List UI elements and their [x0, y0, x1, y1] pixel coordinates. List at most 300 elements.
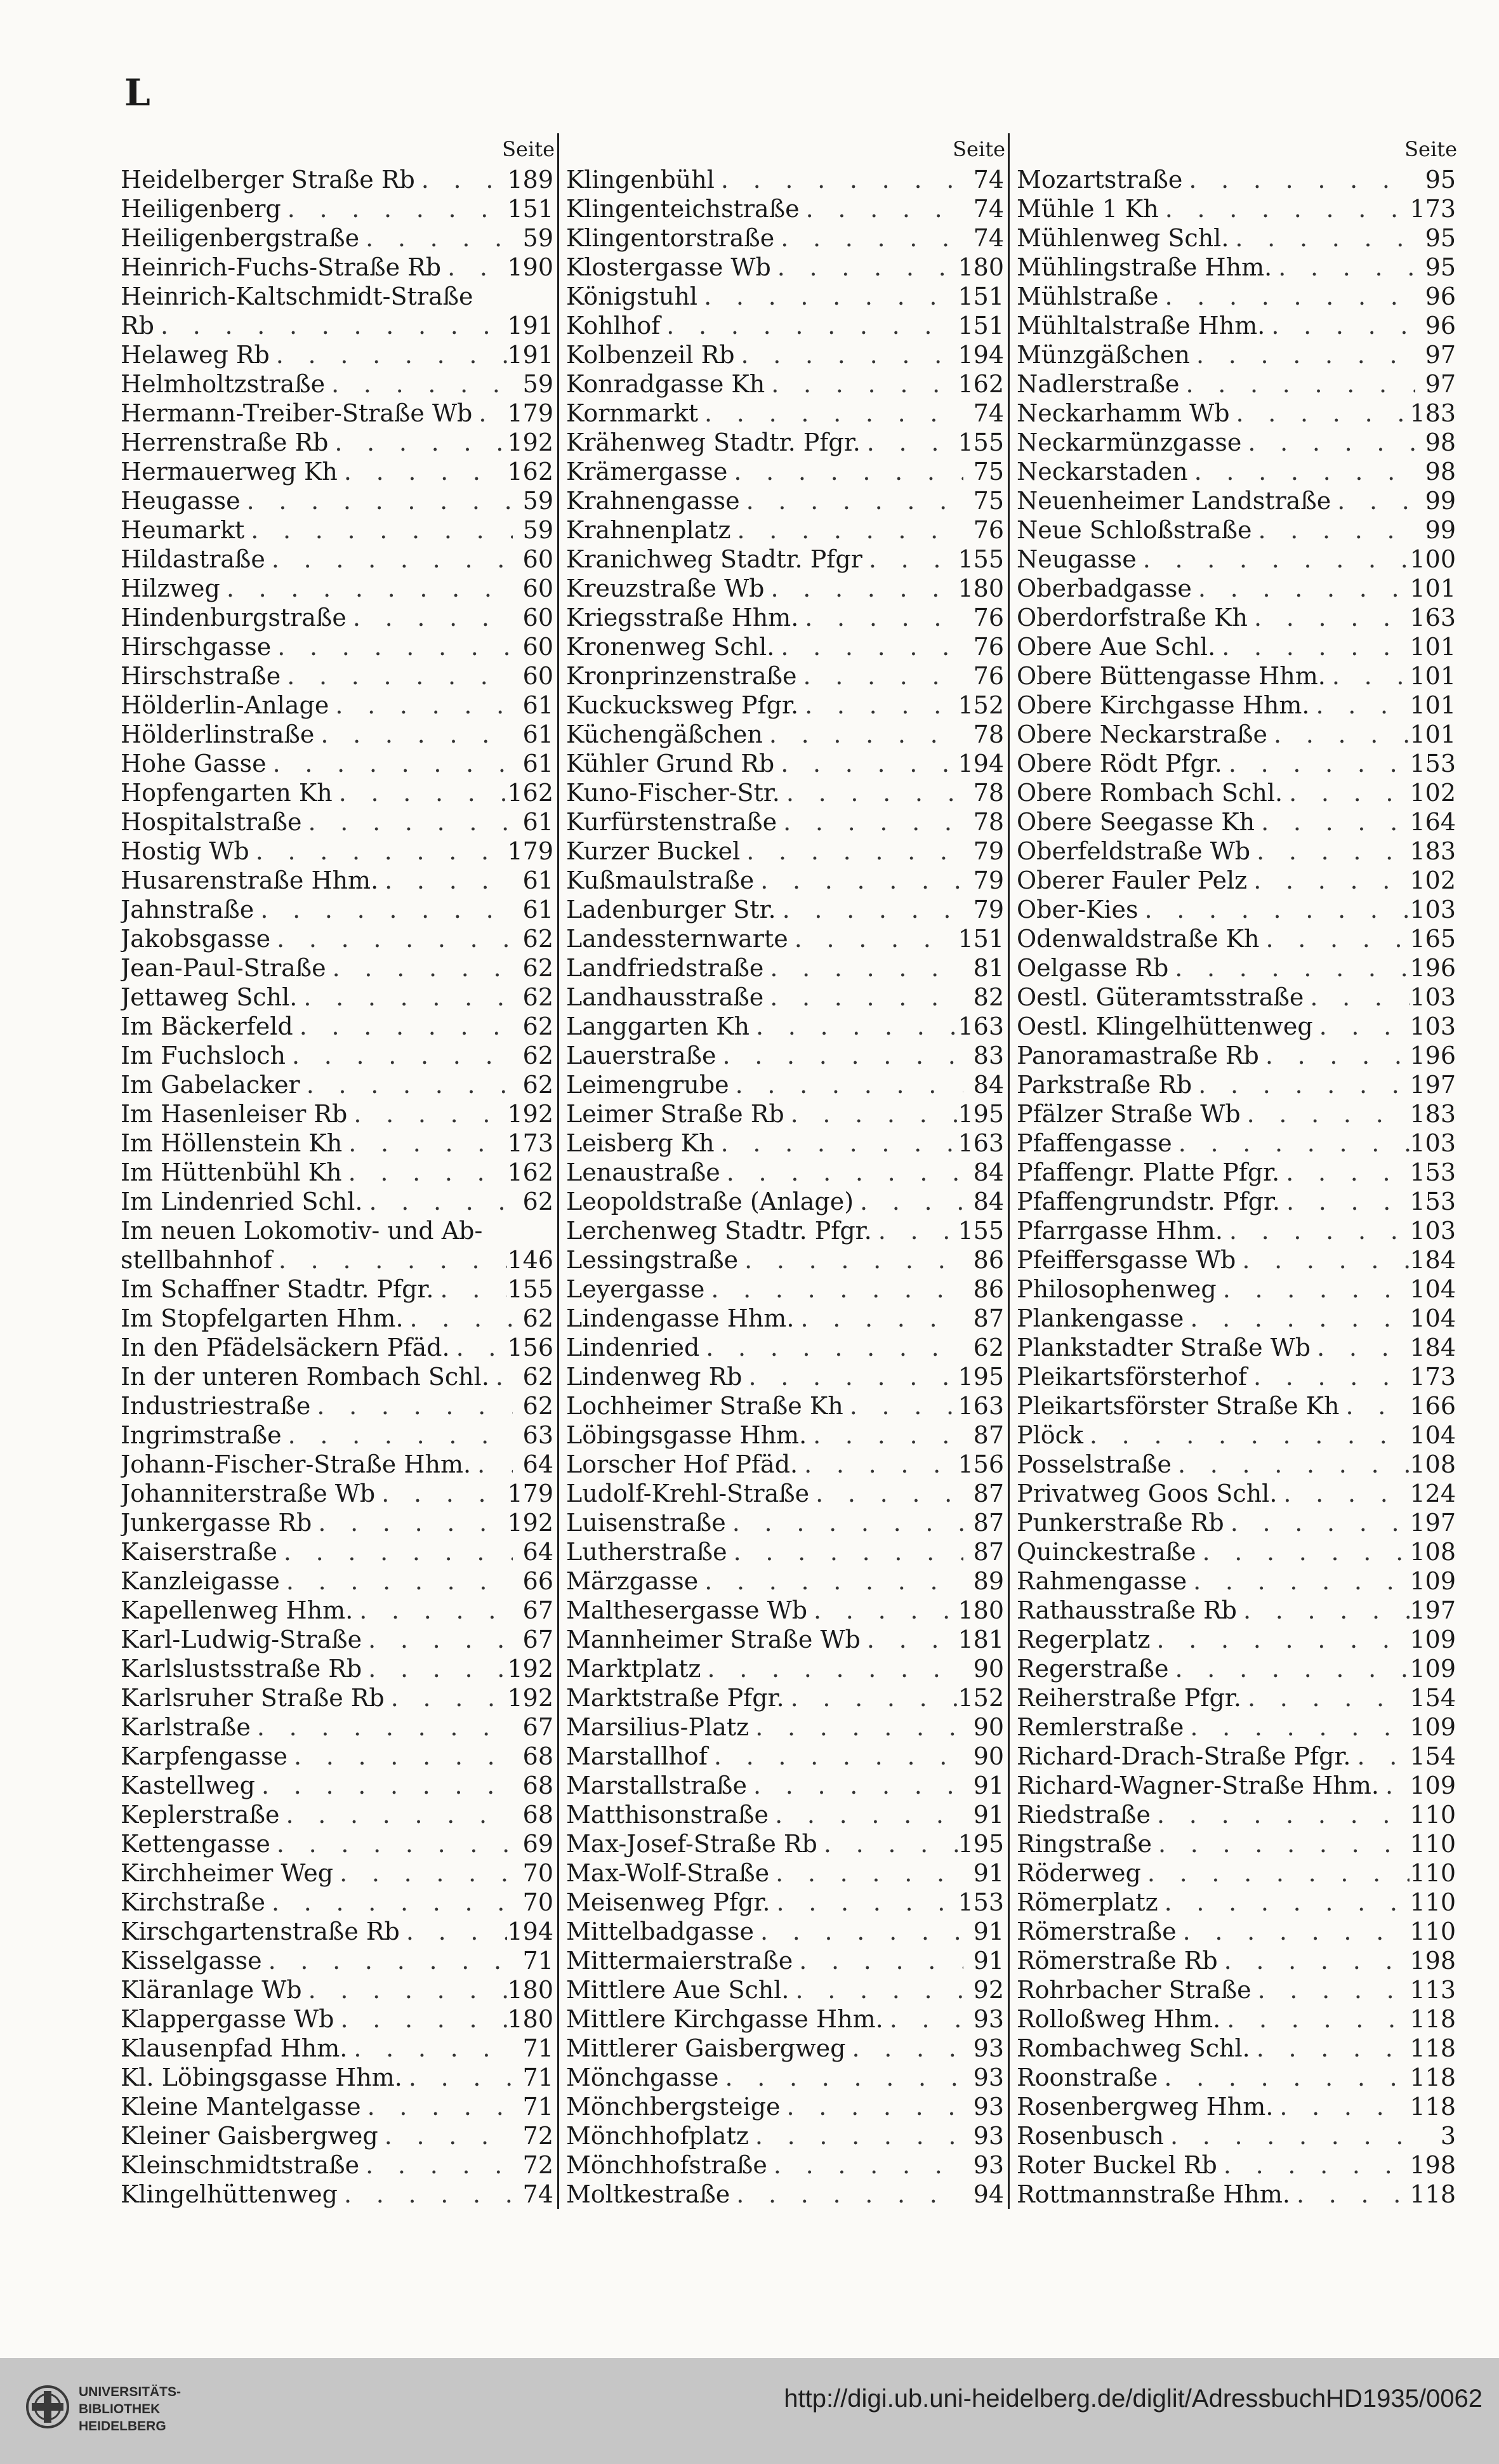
index-entry — [566, 2150, 1008, 2180]
street-name: Löbingsgasse Hhm. — [566, 1421, 807, 1449]
index-entry — [121, 1917, 557, 1946]
street-name: Kirschgartenstraße Rb — [121, 1918, 400, 1945]
dot-leader — [749, 1712, 963, 1742]
page-number: 110 — [1410, 1830, 1456, 1858]
dot-leader — [347, 1099, 507, 1129]
street-name: Oberdorfstraße Kh — [1017, 604, 1248, 632]
source-url-link[interactable]: http://digi.ub.uni-heidelberg.de/diglit/AdressbuchHD1935/0062 — [784, 2385, 1482, 2413]
index-entry — [1017, 807, 1460, 837]
dot-leader — [764, 574, 958, 603]
library-name — [79, 2383, 181, 2435]
street-name: Roter Buckel Rb — [1017, 2151, 1217, 2179]
dot-leader — [1251, 1975, 1410, 2004]
dot-leader — [1273, 2092, 1410, 2121]
page-number: 197 — [1410, 1509, 1456, 1537]
index-entry — [566, 1917, 1008, 1946]
page-number: 155 — [507, 1275, 553, 1303]
dot-leader — [265, 1888, 513, 1917]
page-number: 91 — [973, 1801, 1004, 1829]
dot-leader — [267, 749, 513, 778]
dot-leader — [701, 1654, 963, 1683]
dot-leader — [302, 1975, 508, 2004]
index-entry — [1017, 1917, 1460, 1946]
street-name: Hindenburgstraße — [121, 604, 347, 632]
index-entry — [1017, 1946, 1460, 1975]
index-entry — [1017, 194, 1460, 223]
page-number: 59 — [522, 487, 553, 515]
street-name: Hopfengarten Kh — [121, 779, 333, 807]
dot-leader — [281, 194, 508, 223]
page-number: 87 — [973, 1480, 1004, 1507]
index-entry — [121, 1070, 557, 1099]
page-number: 179 — [507, 837, 553, 865]
page-number: 163 — [958, 1012, 1004, 1040]
page-number: 151 — [958, 925, 1004, 953]
page-number: 110 — [1410, 1918, 1456, 1945]
index-entry — [566, 866, 1008, 895]
dot-leader — [347, 2034, 513, 2063]
index-entry — [566, 1508, 1008, 1537]
column-heading: Seite — [953, 137, 1005, 161]
index-entry — [1017, 223, 1460, 253]
page-number: 90 — [973, 1742, 1004, 1770]
page-number: 109 — [1410, 1626, 1456, 1653]
index-column-2 — [566, 133, 1010, 2209]
page-number: 104 — [1410, 1421, 1456, 1449]
index-entry — [121, 1625, 557, 1654]
index-entry — [121, 895, 557, 924]
dot-leader — [708, 1742, 963, 1771]
page-number: 183 — [1410, 399, 1456, 427]
dot-leader — [765, 369, 958, 399]
street-name: Nadlerstraße — [1017, 370, 1180, 398]
dot-leader — [1158, 1888, 1410, 1917]
street-name: Karl-Ludwig-Straße — [121, 1626, 362, 1653]
dot-leader — [1331, 486, 1415, 515]
dot-leader — [843, 1391, 958, 1421]
dot-leader — [1141, 1858, 1410, 1888]
street-name: Kl. Löbingsgasse Hhm. — [121, 2063, 402, 2091]
page-number: 197 — [1410, 1596, 1456, 1624]
dot-leader — [334, 2004, 507, 2034]
page-number: 103 — [1410, 1129, 1456, 1157]
index-entry — [121, 165, 557, 194]
index-entry — [566, 2004, 1008, 2034]
page-number: 197 — [1410, 1071, 1456, 1099]
index-entry — [1017, 778, 1460, 807]
page-number: 59 — [522, 224, 553, 252]
page-number: 110 — [1410, 1801, 1456, 1829]
index-entry — [566, 428, 1008, 457]
street-name: Helaweg Rb — [121, 341, 270, 369]
index-entry — [1017, 1216, 1460, 1245]
index-entry — [1017, 1829, 1460, 1858]
index-entry — [121, 574, 557, 603]
street-name: Krähenweg Stadtr. Pfgr. — [566, 428, 861, 456]
index-entry — [566, 399, 1008, 428]
dot-leader — [883, 2004, 963, 2034]
page-number: 179 — [507, 1480, 553, 1507]
dot-leader — [697, 282, 958, 311]
street-name: Lutherstraße — [566, 1538, 727, 1566]
page-number: 155 — [958, 545, 1004, 573]
dot-leader — [1192, 574, 1410, 603]
index-entry — [566, 1391, 1008, 1421]
dot-leader — [793, 1946, 963, 1975]
index-entry — [1017, 983, 1460, 1012]
dot-leader — [770, 1888, 958, 1917]
dot-leader — [362, 1654, 507, 1683]
street-name: Leopoldstraße (Anlage) — [566, 1188, 854, 1215]
index-entry — [566, 1888, 1008, 1917]
street-name: Ludolf-Krehl-Straße — [566, 1480, 810, 1507]
index-entry — [121, 2121, 557, 2150]
street-name: Lauerstraße — [566, 1042, 716, 1070]
dot-leader — [1172, 1450, 1410, 1479]
street-name: Lindenried — [566, 1334, 700, 1361]
street-name: In den Pfädelsäckern Pfäd. — [121, 1334, 450, 1361]
dot-leader — [270, 340, 508, 369]
page-number: 196 — [1410, 954, 1456, 982]
street-name: Römerstraße Rb — [1017, 1947, 1218, 1975]
dot-leader — [789, 1975, 963, 2004]
street-name: Kurfürstenstraße — [566, 808, 777, 836]
page-number: 154 — [1410, 1684, 1456, 1712]
dot-leader — [1236, 1245, 1410, 1275]
street-name: Neugasse — [1017, 545, 1137, 573]
dot-leader — [1184, 1712, 1410, 1742]
page-number: 108 — [1410, 1538, 1456, 1566]
index-entry — [121, 1158, 557, 1187]
dot-leader — [342, 1129, 507, 1158]
dot-leader — [1182, 165, 1415, 194]
street-name: Hilzweg — [121, 574, 220, 602]
street-name: Leyergasse — [566, 1275, 705, 1303]
page-number: 152 — [958, 691, 1004, 719]
dot-leader — [1222, 749, 1410, 778]
page-number: 151 — [507, 195, 553, 223]
street-name: Rb — [121, 312, 154, 340]
index-entry — [121, 1362, 557, 1391]
street-name: Lenaustraße — [566, 1158, 720, 1186]
street-name: Karpfengasse — [121, 1742, 288, 1770]
page-number: 118 — [1410, 2180, 1456, 2208]
page-number: 162 — [507, 458, 553, 486]
street-name: Hospitalstraße — [121, 808, 302, 836]
dot-leader — [776, 895, 963, 924]
index-entry — [121, 1508, 557, 1537]
street-name: Im Bäckerfeld — [121, 1012, 293, 1040]
dot-leader — [1217, 1275, 1410, 1304]
dot-leader — [279, 1800, 513, 1829]
dot-leader — [361, 2092, 513, 2121]
page-number: 68 — [522, 1772, 553, 1799]
dot-leader — [1188, 457, 1415, 486]
page-number: 87 — [973, 1421, 1004, 1449]
page-number: 180 — [958, 574, 1004, 602]
street-name: Kisselgasse — [121, 1947, 262, 1975]
street-name: Johann-Fischer-Straße Hhm. — [121, 1450, 472, 1478]
street-name: Krahnengasse — [566, 487, 740, 515]
dot-leader — [1277, 1479, 1410, 1508]
page-number: 78 — [973, 779, 1004, 807]
page-number: 3 — [1440, 2122, 1456, 2150]
dot-leader — [280, 1566, 513, 1596]
dot-leader — [1272, 253, 1415, 282]
index-entry — [566, 1683, 1008, 1712]
page-number: 109 — [1410, 1772, 1456, 1799]
street-name: Kastellweg — [121, 1772, 255, 1799]
index-entry — [1017, 2180, 1460, 2209]
street-name: Mühlstraße — [1017, 282, 1159, 310]
dot-leader — [300, 1070, 513, 1099]
index-entry — [566, 1858, 1008, 1888]
index-entry — [566, 1625, 1008, 1654]
index-entry — [121, 340, 557, 369]
dot-leader — [329, 691, 513, 720]
index-entry — [121, 807, 557, 837]
dot-leader — [338, 2180, 513, 2209]
library-logo[interactable] — [25, 2376, 203, 2446]
index-entry — [121, 661, 557, 691]
page-number: 124 — [1410, 1480, 1456, 1507]
page-number: 60 — [522, 633, 553, 661]
page-number: 91 — [973, 1947, 1004, 1975]
index-entry — [566, 691, 1008, 720]
dot-leader — [784, 1683, 958, 1712]
street-name: Leimengrube — [566, 1071, 729, 1099]
page-number: 109 — [1410, 1713, 1456, 1741]
logo-line: UNIVERSITÄTS- — [79, 2385, 182, 2399]
page-number: 79 — [973, 866, 1004, 894]
page-number: 192 — [507, 1684, 553, 1712]
street-name: Riedstraße — [1017, 1801, 1151, 1829]
dot-leader — [314, 720, 513, 749]
page-number: 194 — [507, 1918, 553, 1945]
page-number: 194 — [958, 341, 1004, 369]
dot-leader — [1248, 603, 1410, 632]
section-letter: L — [124, 71, 150, 114]
dot-leader — [255, 1771, 513, 1800]
index-entry — [1017, 632, 1460, 661]
dot-leader — [727, 1537, 963, 1566]
dot-leader — [738, 1245, 963, 1275]
index-entry — [1017, 369, 1460, 399]
street-name: Märzgasse — [566, 1567, 699, 1595]
index-entry — [566, 895, 1008, 924]
street-name: Neuenheimer Landstraße — [1017, 487, 1331, 515]
page-number: 84 — [973, 1071, 1004, 1099]
dot-leader — [359, 223, 513, 253]
dot-leader — [747, 1771, 963, 1800]
index-entry — [121, 1771, 557, 1800]
index-entry — [121, 1187, 557, 1216]
dot-leader — [735, 340, 958, 369]
index-entry — [121, 1888, 557, 1917]
index-entry — [566, 837, 1008, 866]
dot-leader — [754, 1917, 963, 1946]
page-number: 98 — [1425, 458, 1456, 486]
dot-leader — [1340, 1391, 1410, 1421]
street-name: Kohlhof — [566, 312, 661, 340]
page-number: 75 — [973, 458, 1004, 486]
page-number: 155 — [958, 428, 1004, 456]
dot-leader — [798, 603, 963, 632]
dot-leader — [1151, 1800, 1410, 1829]
index-entry — [566, 807, 1008, 837]
street-name: Jahnstraße — [121, 896, 254, 924]
street-name: Plankstadter Straße Wb — [1017, 1334, 1311, 1361]
dot-leader — [730, 2180, 963, 2209]
index-entry — [121, 1537, 557, 1566]
index-entry — [121, 1596, 557, 1625]
index-entry — [1017, 1333, 1460, 1362]
index-entry — [1017, 1304, 1460, 1333]
page-number: 64 — [522, 1450, 553, 1478]
page-number: 95 — [1425, 166, 1456, 194]
dot-leader — [716, 1041, 963, 1070]
street-name: Mönchhofplatz — [566, 2122, 749, 2150]
page-number: 86 — [973, 1275, 1004, 1303]
dot-leader — [385, 1683, 508, 1712]
index-entry — [566, 340, 1008, 369]
page-number: 118 — [1410, 2063, 1456, 2091]
page-number: 184 — [1410, 1334, 1456, 1361]
street-name: Kuno-Fischer-Str. — [566, 779, 780, 807]
street-name: Lorscher Hof Pfäd. — [566, 1450, 798, 1478]
dot-leader — [277, 1537, 513, 1566]
street-name: Richard-Drach-Straße Pfgr. — [1017, 1742, 1351, 1770]
index-entry — [121, 1041, 557, 1070]
page-number: 62 — [522, 1392, 553, 1420]
dot-leader — [489, 1362, 513, 1391]
dot-leader — [338, 457, 508, 486]
index-entry — [1017, 1742, 1460, 1771]
page-number: 62 — [522, 983, 553, 1011]
index-entry — [566, 632, 1008, 661]
column-heading: Seite — [1404, 137, 1457, 161]
dot-leader — [282, 1421, 513, 1450]
page-number: 71 — [522, 1947, 553, 1975]
viewer-footer — [0, 2358, 1499, 2464]
street-name: Klappergasse Wb — [121, 2005, 334, 2033]
page-number: 86 — [973, 1246, 1004, 1274]
page-number: 98 — [1425, 428, 1456, 456]
street-name: stellbahnhof — [121, 1246, 272, 1274]
index-entry — [121, 2150, 557, 2180]
page-number: 76 — [973, 633, 1004, 661]
street-name: Marktstraße Pfgr. — [566, 1684, 784, 1712]
index-entry — [1017, 1537, 1460, 1566]
dot-leader — [1283, 778, 1410, 807]
page-number: 173 — [1410, 195, 1456, 223]
page-number: 153 — [1410, 750, 1456, 778]
index-entry — [566, 1275, 1008, 1304]
street-name: Leimer Straße Rb — [566, 1100, 784, 1128]
page-number: 60 — [522, 662, 553, 690]
dot-leader — [333, 1858, 513, 1888]
street-name: Mühlingstraße Hhm. — [1017, 253, 1272, 281]
street-name: Pfaffengasse — [1017, 1129, 1172, 1157]
street-name: Mühltalstraße Hhm. — [1017, 312, 1265, 340]
dot-leader — [359, 2150, 513, 2180]
dot-leader — [471, 1450, 513, 1479]
page-number: 59 — [522, 370, 553, 398]
dot-leader — [286, 1041, 513, 1070]
street-name: Mittlerer Gaisbergweg — [566, 2034, 846, 2062]
dot-leader — [1250, 837, 1410, 866]
page-number: 69 — [522, 1830, 553, 1858]
page-number: 153 — [1410, 1188, 1456, 1215]
street-name: Malthesergasse Wb — [566, 1596, 808, 1624]
page-number: 60 — [522, 545, 553, 573]
dot-leader — [1259, 1041, 1410, 1070]
dot-leader — [807, 1421, 963, 1450]
street-name: Krämergasse — [566, 458, 728, 486]
dot-leader — [754, 866, 963, 895]
dot-leader — [270, 924, 513, 953]
index-entry — [121, 253, 557, 282]
index-entry — [121, 1742, 557, 1771]
dot-leader — [249, 837, 508, 866]
page-number: 95 — [1425, 253, 1456, 281]
street-name: Kronenweg Schl. — [566, 633, 775, 661]
page-number: 93 — [973, 2063, 1004, 2091]
index-entry — [1017, 1421, 1460, 1450]
index-entry — [1017, 1683, 1460, 1712]
index-entry — [121, 924, 557, 953]
index-entry — [1017, 1245, 1460, 1275]
dot-leader — [353, 1596, 513, 1625]
street-name: Industriestraße — [121, 1392, 311, 1420]
dot-leader — [362, 1625, 513, 1654]
street-name: Pleikartsförsterhof — [1017, 1363, 1247, 1391]
index-entry — [1017, 2063, 1460, 2092]
street-name: Regerstraße — [1017, 1655, 1169, 1683]
index-entry — [121, 1391, 557, 1421]
street-name: Keplerstraße — [121, 1801, 280, 1829]
index-entry — [566, 1099, 1008, 1129]
index-entry — [1017, 311, 1460, 340]
page-number: 87 — [973, 1304, 1004, 1332]
page-number: 83 — [973, 1042, 1004, 1070]
page-number: 75 — [973, 487, 1004, 515]
page-number: 74 — [973, 224, 1004, 252]
dot-leader — [1218, 1946, 1410, 1975]
page-number: 165 — [1410, 925, 1456, 953]
street-name: Johanniterstraße Wb — [121, 1480, 376, 1507]
index-entry — [1017, 574, 1460, 603]
page-number: 78 — [973, 808, 1004, 836]
index-entry — [121, 428, 557, 457]
dot-leader — [872, 1216, 958, 1245]
street-name: Rathausstraße Rb — [1017, 1596, 1237, 1624]
dot-leader — [1215, 632, 1410, 661]
dot-leader — [1247, 866, 1410, 895]
index-entry — [121, 282, 557, 311]
page-number: 180 — [958, 1596, 1004, 1624]
dot-leader — [743, 1362, 958, 1391]
street-name: Rohrbacher Straße — [1017, 1976, 1251, 2004]
index-entry — [121, 691, 557, 720]
dot-leader — [1184, 1304, 1410, 1333]
page-number: 74 — [522, 2180, 553, 2208]
index-entry — [121, 1946, 557, 1975]
street-name: Neckarstaden — [1017, 458, 1188, 486]
street-name: Hirschstraße — [121, 662, 281, 690]
street-name: Klausenpfad Hhm. — [121, 2034, 348, 2062]
index-entry — [1017, 749, 1460, 778]
